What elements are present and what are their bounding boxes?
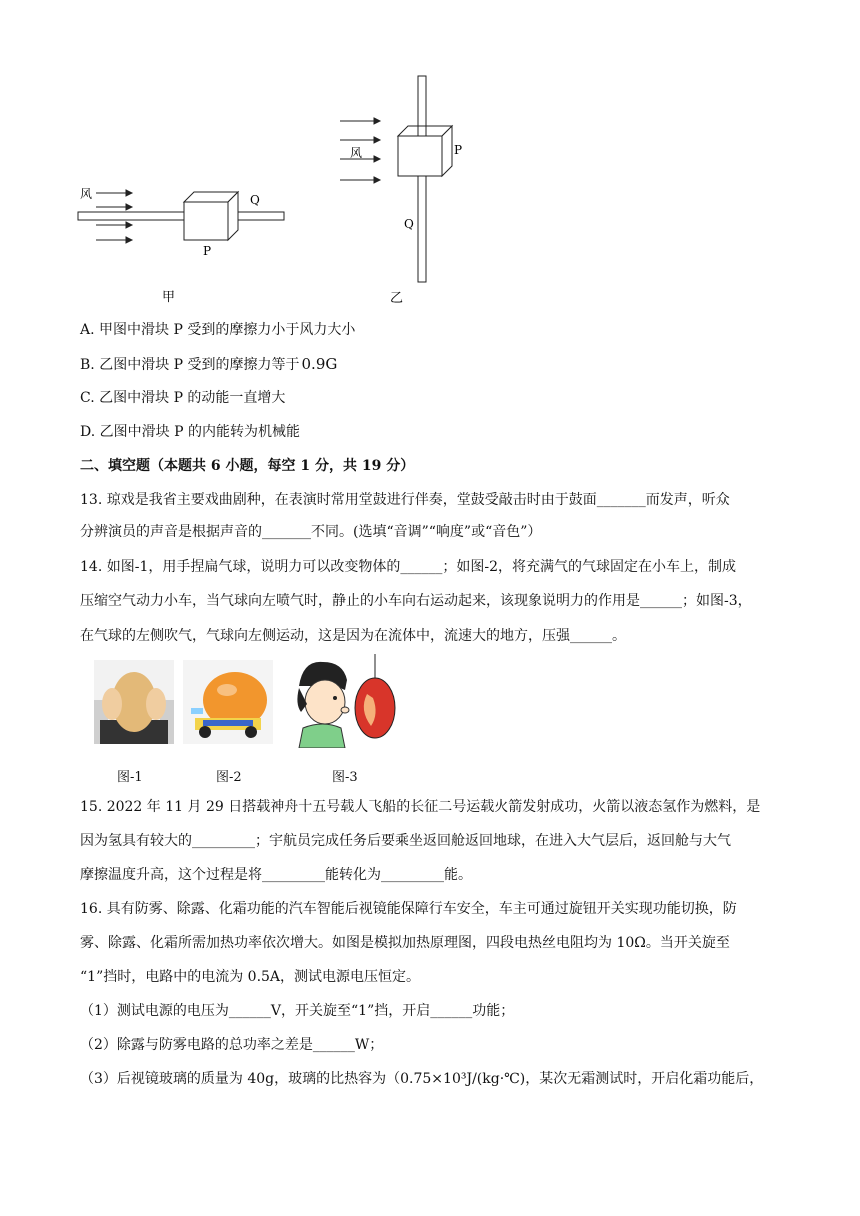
rod-q <box>78 212 284 220</box>
q14-line-3: 在气球的左侧吹气，气球向左侧运动，这是因为在流体中，流速大的地方，压强______。 <box>80 628 626 644</box>
rod-q <box>418 76 426 282</box>
q14-line-1: 14. 如图-1，用手捏扁气球，说明力可以改变物体的______；如图-2，将充满气的气球固定在小车上，制成 <box>80 559 736 575</box>
q16-part-3: （3）后视镜玻璃的质量为 40g，玻璃的比热容为（0.75×10³J/(kg·℃)，某次无霜测试时，开启化霜功能后， <box>80 1071 764 1087</box>
slider-block-p <box>184 192 238 240</box>
p-label: P <box>203 244 212 258</box>
figure-yi <box>330 70 480 310</box>
image-boy-blowing-balloon <box>293 654 413 748</box>
q-label: Q <box>404 217 414 231</box>
q13-line-1: 13. 琼戏是我省主要戏曲剧种，在表演时常用堂鼓进行伴奏，堂鼓受敲击时由于鼓面_______而发声，听众 <box>80 492 730 508</box>
wind-label: 风 <box>80 187 93 201</box>
option-b-text: B. 乙图中滑块 P 受到的摩擦力等于 <box>80 357 300 373</box>
q-label: Q <box>250 193 260 207</box>
figure-2-label: 图-2 <box>216 770 242 785</box>
image-hands-squeezing-balloon <box>94 660 174 744</box>
q14-line-2: 压缩空气动力小车，当气球向左喷气时，静止的小车向右运动起来，该现象说明力的作用是______；如图-3， <box>80 593 752 609</box>
q15-line-3: 摩擦温度升高，这个过程是将_________能转化为_________能。 <box>80 867 472 883</box>
q15-line-1: 15. 2022 年 11 月 29 日搭载神舟十五号载人飞船的长征二号运载火箭发射成功，火箭以液态氢作为燃料，是 <box>80 799 761 815</box>
q16-part-2: （2）除露与防雾电路的总功率之差是______W； <box>80 1037 384 1053</box>
q13-line-2: 分辨演员的声音是根据声音的_______不同。(选填“音调”“响度”或“音色”） <box>80 524 542 540</box>
option-b-formula: 0.9G <box>301 355 338 373</box>
figure-3-label: 图-3 <box>332 770 358 785</box>
wind-label: 风 <box>350 146 363 160</box>
q15-line-2: 因为氢具有较大的_________；宇航员完成任务后要乘坐返回舱返回地球，在进入大气层后，返回舱与大气 <box>80 833 731 849</box>
figure-jia <box>70 180 300 310</box>
option-b <box>80 354 337 375</box>
option-c: C. 乙图中滑块 P 的动能一直增大 <box>80 390 286 406</box>
q16-line-1: 16. 具有防雾、除露、化霜功能的汽车智能后视镜能保障行车安全，车主可通过旋钮开关实现功能切换，防 <box>80 901 737 917</box>
figure-1-label: 图-1 <box>117 770 143 785</box>
option-d: D. 乙图中滑块 P 的内能转为机械能 <box>80 424 300 440</box>
option-a: A. 甲图中滑块 P 受到的摩擦力小于风力大小 <box>80 322 356 338</box>
p-label: P <box>454 143 463 157</box>
image-balloon-car <box>183 660 273 744</box>
figure-caption: 乙 <box>390 291 404 306</box>
q16-part-1: （1）测试电源的电压为______V，开关旋至“1”挡，开启______功能； <box>80 1003 515 1019</box>
figure-caption: 甲 <box>162 290 176 305</box>
section-heading: 二、填空题（本题共 6 小题，每空 1 分，共 19 分） <box>80 458 415 474</box>
q16-line-3: “1”挡时，电路中的电流为 0.5A，测试电源电压恒定。 <box>80 969 421 985</box>
q16-line-2: 雾、除露、化霜所需加热功率依次增大。如图是模拟加热原理图，四段电热丝电阻均为 10Ω。当开关旋至 <box>80 935 730 951</box>
